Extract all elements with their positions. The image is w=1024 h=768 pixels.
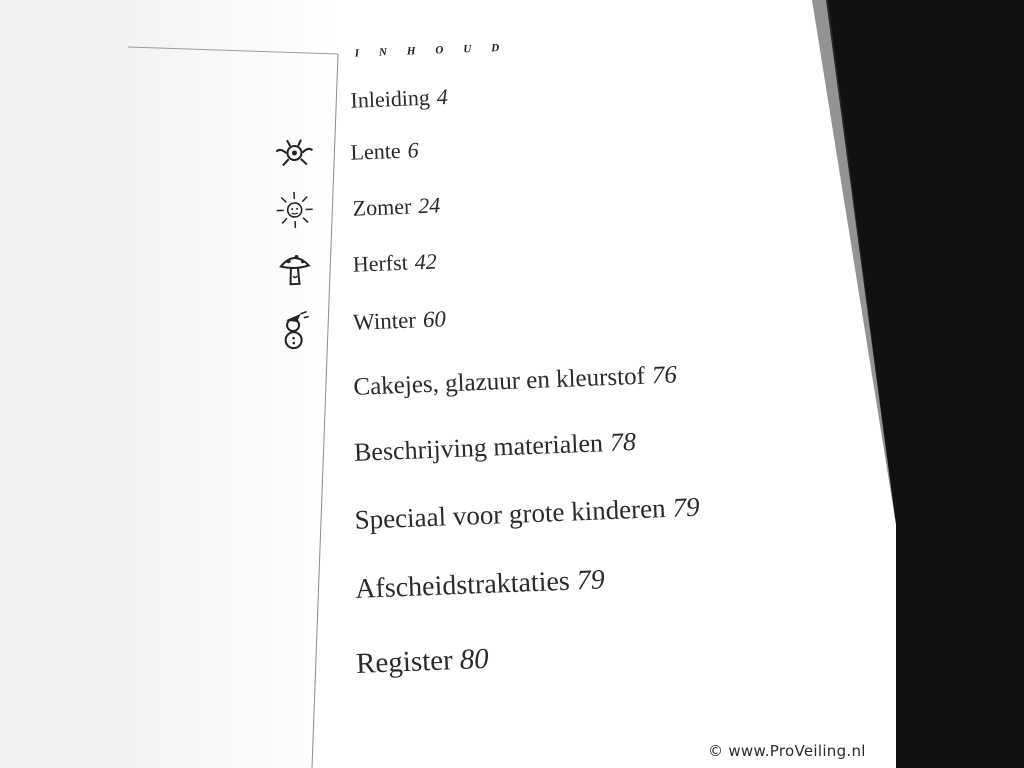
toc-entry-page: 78 [609,427,637,458]
toc-entry-page: 80 [459,642,490,676]
toc-entry-page: 79 [671,491,701,523]
flower-icon [272,129,318,175]
toc-entry-label: Inleiding [350,84,431,113]
toc-entry-label: Zomer [352,193,412,221]
toc-entry-winter [353,306,447,336]
toc-entry-speciaal [354,492,700,536]
toc-entry-beschrijving [353,427,636,468]
toc-entry-label: Speciaal voor grote kinderen [354,492,667,535]
toc-entry-zomer [352,192,441,221]
toc-entry-page: 60 [422,306,447,333]
toc-heading: INHOUD [354,41,520,60]
toc-entry-label: Cakejes, glazuur en kleurstof [352,362,646,401]
toc-entry-inleiding [350,84,448,114]
toc-entry-page: 79 [576,564,606,597]
toc-entry-register [356,643,490,681]
toc-entry-page: 76 [651,361,678,390]
toc-entry-afscheidstraktaties [355,564,606,606]
sun-icon [272,187,318,233]
toc-entry-label: Lente [350,137,402,165]
toc-entry-page: 6 [407,137,420,163]
toc-entry-label: Register [355,644,454,680]
mushroom-icon [272,245,318,291]
toc-entry-lente [350,137,419,166]
toc-entry-label: Winter [352,307,417,335]
toc-entry-label: Afscheidstraktaties [354,565,571,605]
toc-entry-herfst [352,249,437,278]
toc-entry-page: 42 [414,248,438,275]
toc-entry-label: Herfst [352,249,409,277]
toc-entry-cakejes [353,361,677,401]
toc-entry-page: 4 [436,84,449,110]
snowman-icon [272,307,318,353]
toc-entry-page: 24 [417,192,441,219]
watermark: © www.ProVeiling.nl [708,742,866,760]
toc-entry-label: Beschrijving materialen [353,428,604,467]
